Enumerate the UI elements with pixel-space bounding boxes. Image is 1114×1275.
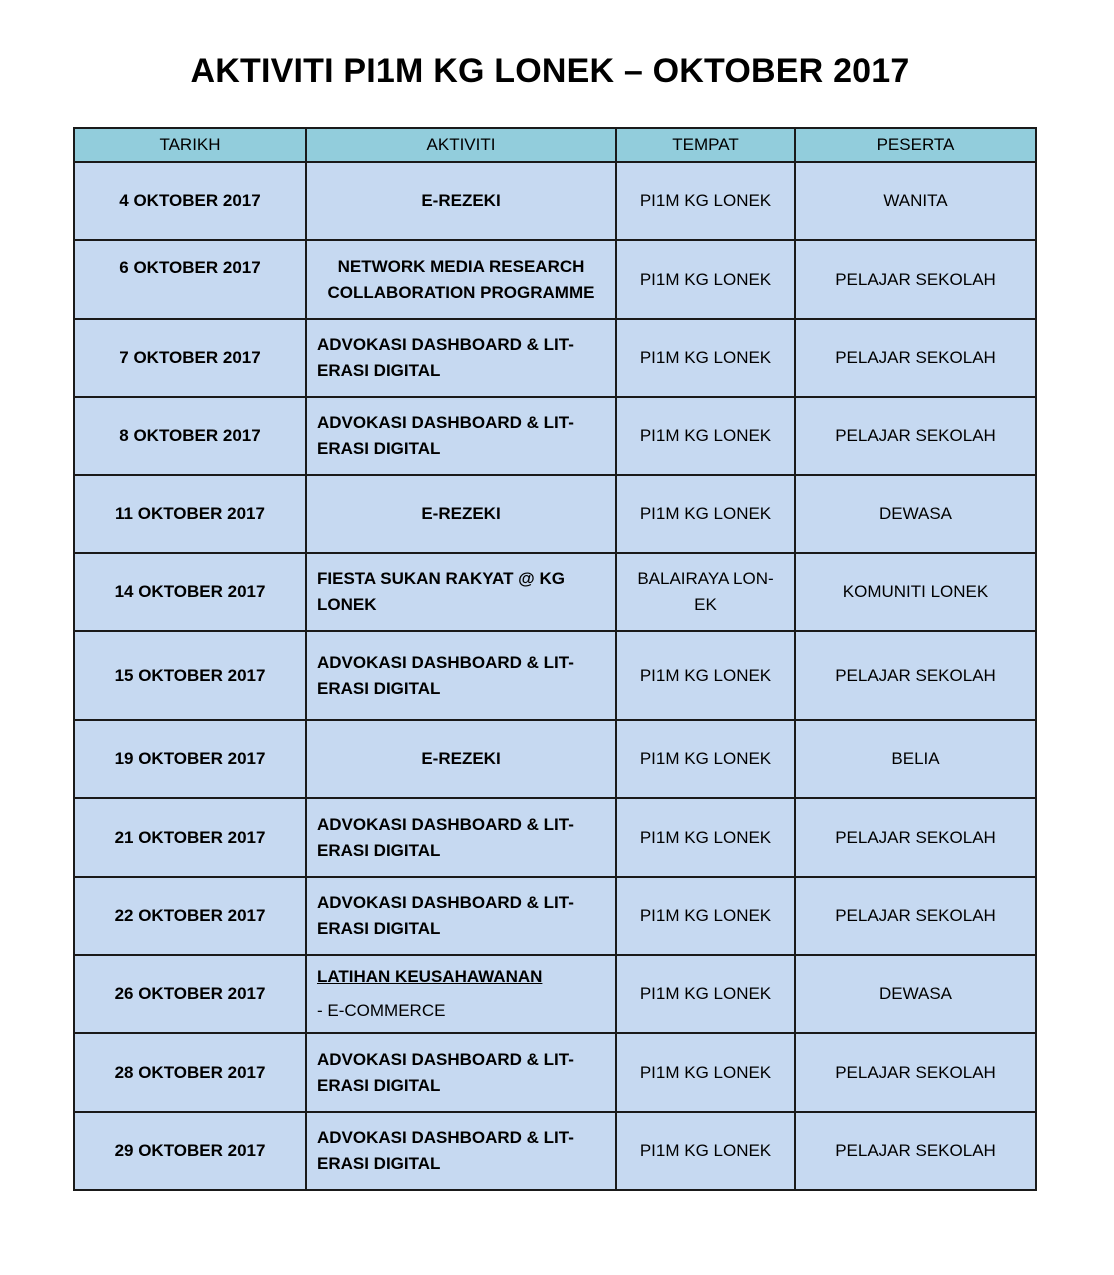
date-cell: 6 OKTOBER 2017	[74, 240, 306, 319]
activity-cell	[306, 955, 616, 1033]
table-row	[74, 1112, 1036, 1190]
participant-cell: KOMUNITI LONEK	[795, 553, 1036, 631]
participant-cell: PELAJAR SEKOLAH	[795, 1112, 1036, 1190]
participant-cell: PELAJAR SEKOLAH	[795, 631, 1036, 720]
column-header-tarikh: TARIKH	[74, 128, 306, 162]
place-cell: PI1M KG LONEK	[616, 240, 795, 319]
place-cell: BALAIRAYA LON-EK	[616, 553, 795, 631]
table-row	[74, 397, 1036, 475]
page-title: AKTIVITI PI1M KG LONEK – OKTOBER 2017	[190, 52, 910, 90]
place-cell: PI1M KG LONEK	[616, 162, 795, 240]
place-cell: PI1M KG LONEK	[616, 1112, 795, 1190]
date-cell: 22 OKTOBER 2017	[74, 877, 306, 955]
participant-cell: DEWASA	[795, 955, 1036, 1033]
activity-cell: E-REZEKI	[306, 162, 616, 240]
activity-cell: E-REZEKI	[306, 475, 616, 553]
table-row	[74, 240, 1036, 319]
table-row	[74, 877, 1036, 955]
place-cell: PI1M KG LONEK	[616, 720, 795, 798]
column-header-aktiviti: AKTIVITI	[306, 128, 616, 162]
date-cell: 11 OKTOBER 2017	[74, 475, 306, 553]
activity-cell: FIESTA SUKAN RAKYAT @ KG LONEK	[306, 553, 616, 631]
table-row	[74, 798, 1036, 877]
participant-cell: PELAJAR SEKOLAH	[795, 798, 1036, 877]
activity-cell: ADVOKASI DASHBOARD & LIT-ERASI DIGITAL	[306, 319, 616, 397]
place-cell: PI1M KG LONEK	[616, 397, 795, 475]
date-cell: 15 OKTOBER 2017	[74, 631, 306, 720]
date-cell: 29 OKTOBER 2017	[74, 1112, 306, 1190]
activity-cell: ADVOKASI DASHBOARD & LIT-ERASI DIGITAL	[306, 877, 616, 955]
activity-cell: E-REZEKI	[306, 720, 616, 798]
date-cell: 21 OKTOBER 2017	[74, 798, 306, 877]
column-header-tempat: TEMPAT	[616, 128, 795, 162]
column-header-peserta: PESERTA	[795, 128, 1036, 162]
place-cell: PI1M KG LONEK	[616, 475, 795, 553]
date-cell: 4 OKTOBER 2017	[74, 162, 306, 240]
date-cell: 26 OKTOBER 2017	[74, 955, 306, 1033]
place-cell: PI1M KG LONEK	[616, 319, 795, 397]
place-cell: PI1M KG LONEK	[616, 877, 795, 955]
table-row	[74, 475, 1036, 553]
participant-cell: BELIA	[795, 720, 1036, 798]
activity-cell: ADVOKASI DASHBOARD & LIT-ERASI DIGITAL	[306, 1112, 616, 1190]
table-row	[74, 319, 1036, 397]
activity-cell: ADVOKASI DASHBOARD & LIT-ERASI DIGITAL	[306, 798, 616, 877]
activity-cell: ADVOKASI DASHBOARD & LIT-ERASI DIGITAL	[306, 1033, 616, 1112]
table-row	[74, 720, 1036, 798]
table-row	[74, 955, 1036, 1033]
date-cell: 8 OKTOBER 2017	[74, 397, 306, 475]
table-row	[74, 553, 1036, 631]
place-cell: PI1M KG LONEK	[616, 955, 795, 1033]
date-cell: 19 OKTOBER 2017	[74, 720, 306, 798]
activity-table	[73, 127, 1037, 1191]
table-row	[74, 631, 1036, 720]
date-cell: 7 OKTOBER 2017	[74, 319, 306, 397]
participant-cell: PELAJAR SEKOLAH	[795, 877, 1036, 955]
place-cell: PI1M KG LONEK	[616, 631, 795, 720]
place-cell: PI1M KG LONEK	[616, 1033, 795, 1112]
date-cell: 28 OKTOBER 2017	[74, 1033, 306, 1112]
table-row	[74, 1033, 1036, 1112]
activity-subitem: - E-COMMERCE	[317, 1001, 446, 1020]
participant-cell: PELAJAR SEKOLAH	[795, 1033, 1036, 1112]
activity-cell: ADVOKASI DASHBOARD & LIT-ERASI DIGITAL	[306, 397, 616, 475]
participant-cell: WANITA	[795, 162, 1036, 240]
table-header-row	[74, 128, 1036, 162]
participant-cell: PELAJAR SEKOLAH	[795, 397, 1036, 475]
date-cell: 14 OKTOBER 2017	[74, 553, 306, 631]
participant-cell: PELAJAR SEKOLAH	[795, 240, 1036, 319]
activity-heading: LATIHAN KEUSAHAWANAN	[317, 967, 543, 986]
activity-cell: ADVOKASI DASHBOARD & LIT-ERASI DIGITAL	[306, 631, 616, 720]
place-cell: PI1M KG LONEK	[616, 798, 795, 877]
participant-cell: PELAJAR SEKOLAH	[795, 319, 1036, 397]
activity-cell: NETWORK MEDIA RESEARCH COLLABORATION PROGRAMME	[306, 240, 616, 319]
table-row	[74, 162, 1036, 240]
participant-cell: DEWASA	[795, 475, 1036, 553]
